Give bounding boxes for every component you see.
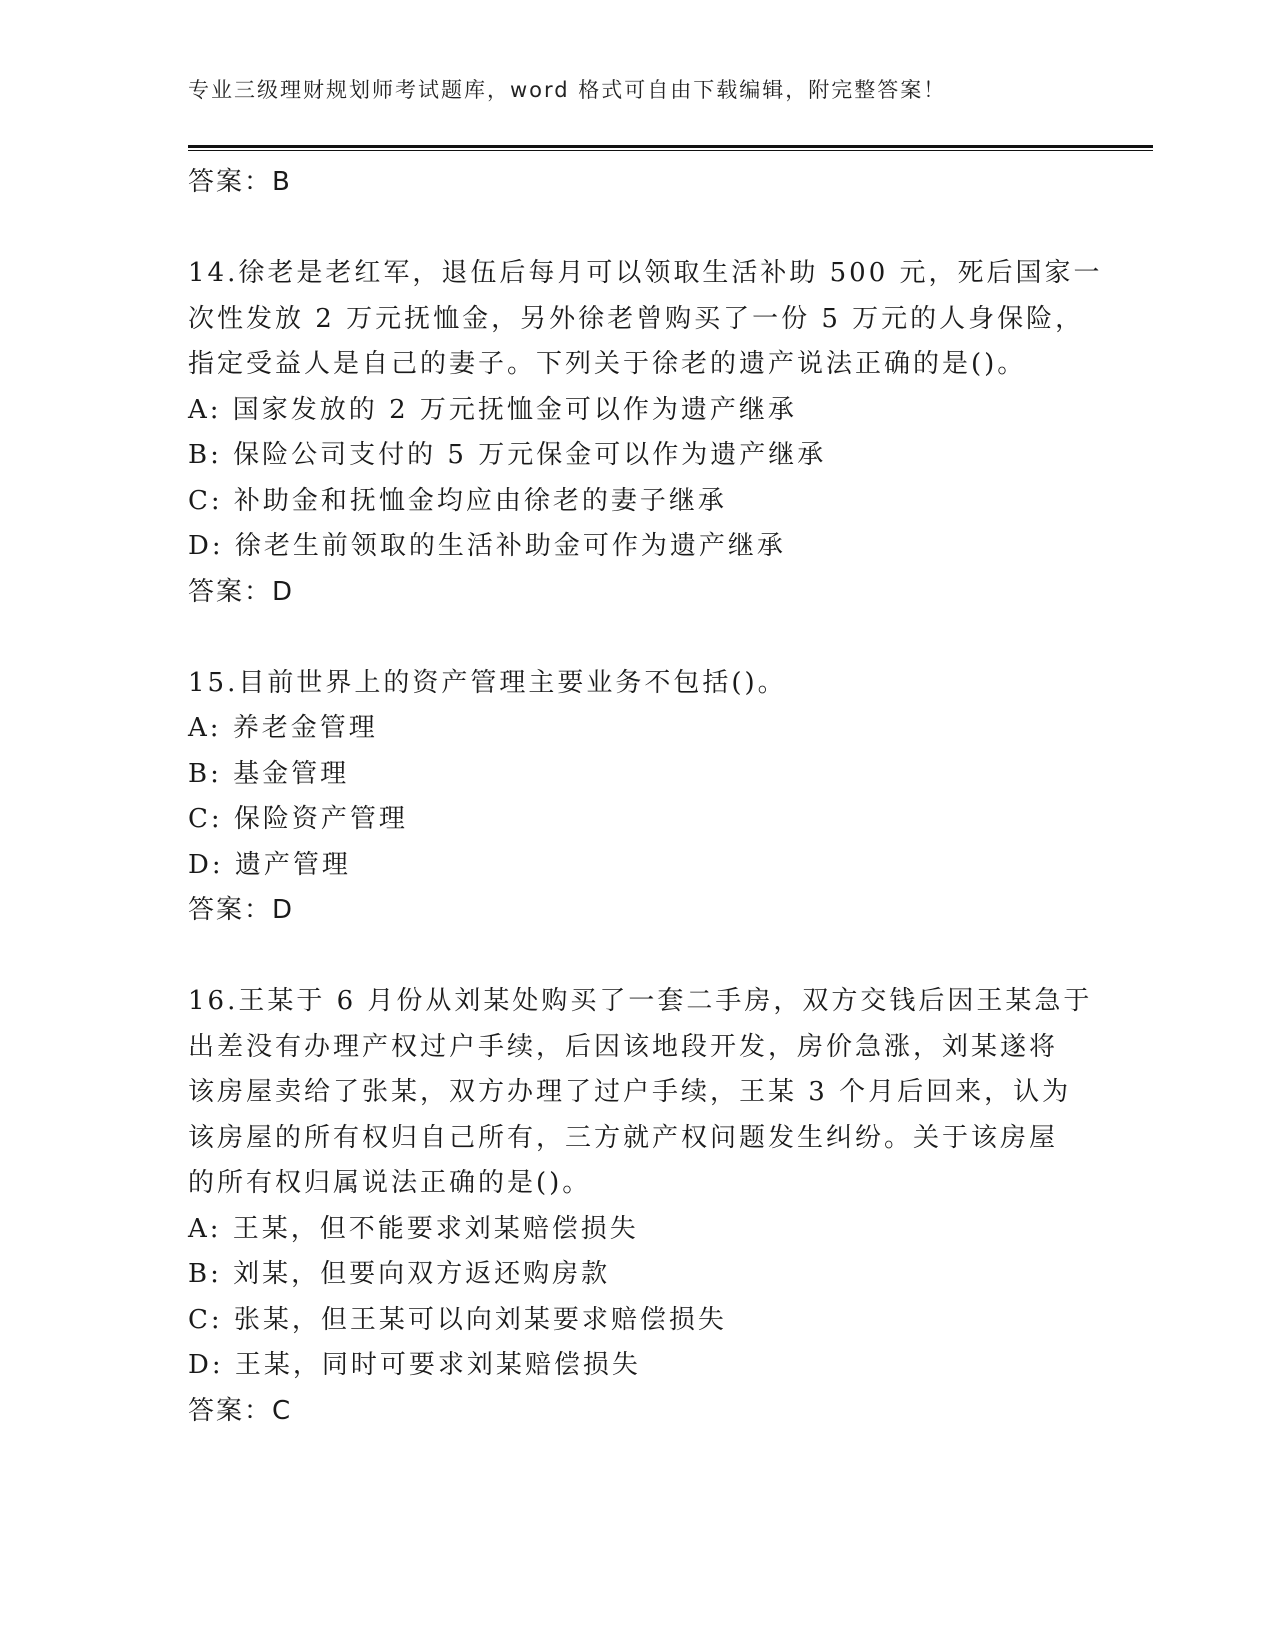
option-d: D: 遗产管理 [188,849,351,880]
header-rule [188,145,1153,151]
option-b: B: 刘某，但要向双方返还购房款 [188,1259,611,1289]
question-text-line: 16.王某于 6 月份从刘某处购买了一套二手房，双方交钱后因王某急于 [188,986,1093,1016]
option-c: C: 补助金和抚恤金均应由徐老的妻子继承 [188,485,727,516]
question-15 [188,661,1088,934]
question-16 [188,979,1093,1434]
answer: 答案：D [188,576,295,607]
option-a: A: 王某，但不能要求刘某赔偿损失 [188,1213,639,1244]
question-text-line: 指定受益人是自己的妻子。下列关于徐老的遗产说法正确的是()。 [188,349,1027,379]
question-text-line: 该房屋的所有权归自己所有，三方就产权问题发生纠纷。关于该房屋 [188,1122,1059,1153]
option-d: D: 徐老生前领取的生活补助金可作为遗产继承 [188,531,786,561]
option-b: B: 基金管理 [188,758,350,789]
option-c: C: 保险资产管理 [188,804,408,834]
option-d: D: 王某，同时可要求刘某赔偿损失 [188,1350,641,1380]
question-text-line: 的所有权归属说法正确的是()。 [188,1168,592,1198]
option-b: B: 保险公司支付的 5 万元保金可以作为遗产继承 [188,440,827,470]
question-text-line: 该房屋卖给了张某，双方办理了过户手续，王某 3 个月后回来，认为 [188,1077,1072,1107]
option-a: A: 养老金管理 [188,713,378,743]
question-text-line: 15.目前世界上的资产管理主要业务不包括()。 [188,667,787,698]
option-a: A: 国家发放的 2 万元抚恤金可以作为遗产继承 [188,394,797,425]
answer: 答案：D [188,895,295,925]
option-c: C: 张某，但王某可以向刘某要求赔偿损失 [188,1304,727,1335]
question-text-line: 出差没有办理产权过户手续，后因该地段开发，房价急涨，刘某遂将 [188,1031,1059,1062]
document-body [188,160,1103,1434]
question-14 [188,251,1103,615]
question-text-line: 次性发放 2 万元抚恤金，另外徐老曾购买了一份 5 万元的人身保险， [188,303,1085,334]
answer-prev-question: 答案：B [188,167,292,197]
answer: 答案：C [188,1395,293,1426]
page-header: 专业三级理财规划师考试题库，word 格式可自由下载编辑，附完整答案！ [188,78,947,102]
question-text-line: 14.徐老是老红军，退伍后每月可以领取生活补助 500 元，死后国家一 [188,258,1103,288]
